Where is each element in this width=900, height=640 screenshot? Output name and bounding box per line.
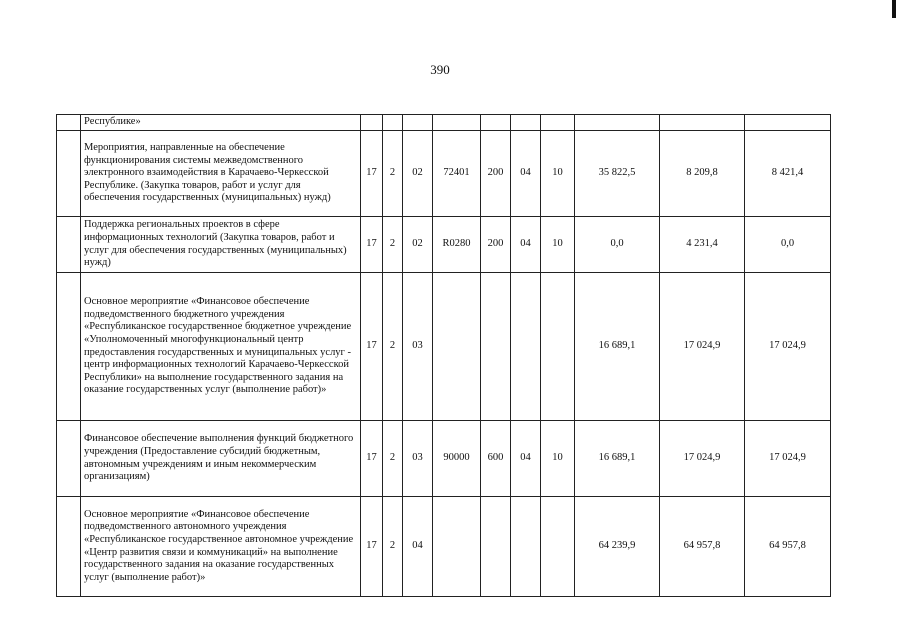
code-cell — [433, 273, 481, 421]
code-cell: 17 — [361, 217, 383, 273]
code-cell: 17 — [361, 131, 383, 217]
code-cell: 04 — [511, 217, 541, 273]
code-cell — [361, 115, 383, 131]
table-row — [57, 497, 831, 597]
code-cell: 600 — [481, 421, 511, 497]
code-cell: 10 — [541, 421, 575, 497]
code-cell: 200 — [481, 131, 511, 217]
code-cell: 72401 — [433, 131, 481, 217]
table-row — [57, 273, 831, 421]
code-cell: 90000 — [433, 421, 481, 497]
code-cell: 10 — [541, 131, 575, 217]
amount-cell: 4 231,4 — [660, 217, 745, 273]
amount-cell: 0,0 — [575, 217, 660, 273]
code-cell — [511, 273, 541, 421]
amount-cell: 17 024,9 — [660, 421, 745, 497]
code-cell: 2 — [383, 497, 403, 597]
amount-cell: 0,0 — [745, 217, 831, 273]
amount-cell: 8 421,4 — [745, 131, 831, 217]
code-cell — [403, 115, 433, 131]
amount-cell: 16 689,1 — [575, 421, 660, 497]
table-row — [57, 131, 831, 217]
code-cell: 2 — [383, 217, 403, 273]
row-description: Мероприятия, направленные на обеспечение функционирования системы межведомственного электронного взаимодействия в Карачаево-Черкесской Республике. (Закупка товаров, работ и услуг для обеспечения государственных (муниципальных) нужд) — [81, 131, 361, 217]
table-row — [57, 217, 831, 273]
code-cell — [511, 497, 541, 597]
row-leading-cell — [57, 217, 81, 273]
code-cell: 04 — [511, 131, 541, 217]
code-cell — [481, 497, 511, 597]
row-description: Основное мероприятие «Финансовое обеспечение подведомственного бюджетного учреждения «Республиканское государственное бюджетное учреждение «Уполномоченный многофункциональный центр предоставления государственных и муниципальных услуг - центр информационных технологий Карачаево-Черкесской Республики» на выполнение государственного задания на оказание государственных услуг (выполнение работ)» — [81, 273, 361, 421]
row-leading-cell — [57, 131, 81, 217]
code-cell: 200 — [481, 217, 511, 273]
code-cell: 03 — [403, 421, 433, 497]
row-leading-cell — [57, 115, 81, 131]
code-cell: 2 — [383, 273, 403, 421]
code-cell — [541, 497, 575, 597]
code-cell: 02 — [403, 217, 433, 273]
amount-cell: 17 024,9 — [660, 273, 745, 421]
row-description: Финансовое обеспечение выполнения функций бюджетного учреждения (Предоставление субсидий бюджетным, автономным учреждениям и иным некоммерческим организациям) — [81, 421, 361, 497]
code-cell: 17 — [361, 273, 383, 421]
amount-cell — [660, 115, 745, 131]
amount-cell: 16 689,1 — [575, 273, 660, 421]
code-cell: 17 — [361, 497, 383, 597]
row-leading-cell — [57, 273, 81, 421]
scan-edge-mark — [892, 0, 896, 18]
amount-cell — [745, 115, 831, 131]
amount-cell: 35 822,5 — [575, 131, 660, 217]
budget-table — [56, 114, 831, 597]
table-row — [57, 421, 831, 497]
code-cell — [481, 115, 511, 131]
amount-cell — [575, 115, 660, 131]
code-cell: 2 — [383, 131, 403, 217]
code-cell — [433, 115, 481, 131]
page-number: 390 — [430, 62, 450, 77]
row-description: Республике» — [81, 115, 361, 131]
code-cell: 04 — [511, 421, 541, 497]
code-cell: 17 — [361, 421, 383, 497]
code-cell: 04 — [403, 497, 433, 597]
code-cell — [511, 115, 541, 131]
code-cell — [481, 273, 511, 421]
code-cell: 2 — [383, 421, 403, 497]
code-cell: 10 — [541, 217, 575, 273]
code-cell — [541, 115, 575, 131]
row-leading-cell — [57, 421, 81, 497]
table-body — [57, 115, 831, 597]
amount-cell: 64 957,8 — [660, 497, 745, 597]
amount-cell: 17 024,9 — [745, 421, 831, 497]
code-cell — [433, 497, 481, 597]
code-cell: R0280 — [433, 217, 481, 273]
amount-cell: 64 239,9 — [575, 497, 660, 597]
code-cell — [383, 115, 403, 131]
row-description: Поддержка региональных проектов в сфере информационных технологий (Закупка товаров, работ и услуг для обеспечения государственных (муниципальных) нужд) — [81, 217, 361, 273]
table-row — [57, 115, 831, 131]
row-leading-cell — [57, 497, 81, 597]
code-cell — [541, 273, 575, 421]
amount-cell: 64 957,8 — [745, 497, 831, 597]
code-cell: 03 — [403, 273, 433, 421]
code-cell: 02 — [403, 131, 433, 217]
amount-cell: 17 024,9 — [745, 273, 831, 421]
amount-cell: 8 209,8 — [660, 131, 745, 217]
row-description: Основное мероприятие «Финансовое обеспечение подведомственного автономного учреждения «Республиканское государственное автономное учреждение «Центр развития связи и коммуникаций» на выполнение государственного задания на оказание государственных услуг (выполнение работ)» — [81, 497, 361, 597]
